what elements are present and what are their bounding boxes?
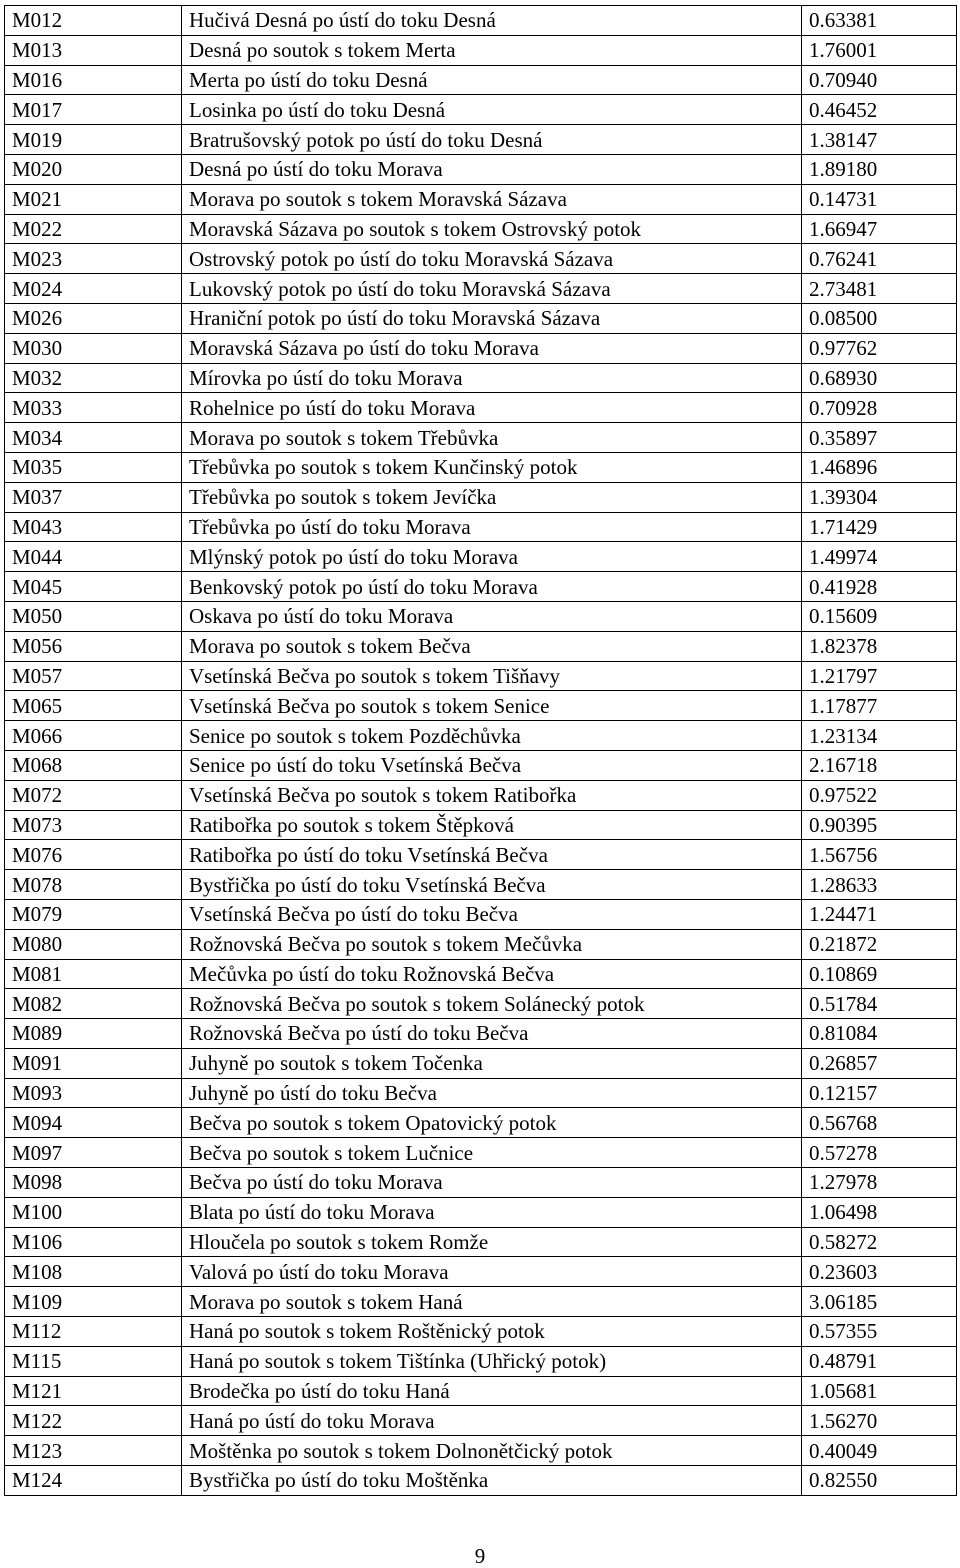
row-name-cell: Bystřička po ústí do toku Moštěnka <box>182 1466 802 1496</box>
row-name-cell: Ratibořka po soutok s tokem Štěpková <box>182 810 802 840</box>
row-code-cell: M043 <box>5 512 182 542</box>
row-value-cell: 0.90395 <box>802 810 957 840</box>
row-value-cell: 0.51784 <box>802 989 957 1019</box>
table-row <box>5 482 957 512</box>
row-name-cell: Hloučela po soutok s tokem Romže <box>182 1227 802 1257</box>
table-row <box>5 959 957 989</box>
table-row <box>5 65 957 95</box>
row-code-cell: M013 <box>5 35 182 65</box>
row-name-cell: Moravská Sázava po soutok s tokem Ostrovský potok <box>182 214 802 244</box>
row-code-cell: M106 <box>5 1227 182 1257</box>
row-value-cell: 1.46896 <box>802 452 957 482</box>
row-value-cell: 1.27978 <box>802 1168 957 1198</box>
row-code-cell: M112 <box>5 1317 182 1347</box>
row-code-cell: M021 <box>5 184 182 214</box>
table-row <box>5 333 957 363</box>
row-code-cell: M057 <box>5 661 182 691</box>
row-value-cell: 1.56756 <box>802 840 957 870</box>
row-value-cell: 2.73481 <box>802 274 957 304</box>
table-row <box>5 691 957 721</box>
table-row <box>5 1138 957 1168</box>
table-row <box>5 154 957 184</box>
table-row <box>5 572 957 602</box>
table-row <box>5 1078 957 1108</box>
table-row <box>5 721 957 751</box>
row-name-cell: Hučivá Desná po ústí do toku Desná <box>182 6 802 36</box>
table-row <box>5 1436 957 1466</box>
row-value-cell: 0.21872 <box>802 929 957 959</box>
row-name-cell: Morava po soutok s tokem Bečva <box>182 631 802 661</box>
row-code-cell: M016 <box>5 65 182 95</box>
row-value-cell: 1.89180 <box>802 154 957 184</box>
row-code-cell: M050 <box>5 601 182 631</box>
row-value-cell: 3.06185 <box>802 1287 957 1317</box>
row-code-cell: M033 <box>5 393 182 423</box>
row-name-cell: Desná po soutok s tokem Merta <box>182 35 802 65</box>
table-row <box>5 35 957 65</box>
row-name-cell: Ostrovský potok po ústí do toku Moravská Sázava <box>182 244 802 274</box>
row-value-cell: 1.71429 <box>802 512 957 542</box>
row-value-cell: 0.23603 <box>802 1257 957 1287</box>
table-row <box>5 512 957 542</box>
row-value-cell: 0.26857 <box>802 1048 957 1078</box>
row-value-cell: 1.06498 <box>802 1197 957 1227</box>
row-code-cell: M079 <box>5 899 182 929</box>
table-row <box>5 184 957 214</box>
row-code-cell: M037 <box>5 482 182 512</box>
row-name-cell: Desná po ústí do toku Morava <box>182 154 802 184</box>
row-value-cell: 0.15609 <box>802 601 957 631</box>
page-number: 9 <box>474 1544 486 1568</box>
row-value-cell: 1.05681 <box>802 1376 957 1406</box>
row-name-cell: Senice po soutok s tokem Pozděchůvka <box>182 721 802 751</box>
table-row <box>5 1466 957 1496</box>
table-row <box>5 1227 957 1257</box>
table-row <box>5 1257 957 1287</box>
row-name-cell: Morava po soutok s tokem Haná <box>182 1287 802 1317</box>
table-row <box>5 1376 957 1406</box>
table-row <box>5 780 957 810</box>
table-row <box>5 810 957 840</box>
table-row <box>5 6 957 36</box>
row-code-cell: M044 <box>5 542 182 572</box>
row-code-cell: M012 <box>5 6 182 36</box>
row-value-cell: 0.41928 <box>802 572 957 602</box>
row-value-cell: 1.21797 <box>802 661 957 691</box>
row-value-cell: 0.35897 <box>802 423 957 453</box>
row-name-cell: Moštěnka po soutok s tokem Dolnonětčický potok <box>182 1436 802 1466</box>
row-name-cell: Rohelnice po ústí do toku Morava <box>182 393 802 423</box>
row-value-cell: 2.16718 <box>802 750 957 780</box>
row-name-cell: Blata po ústí do toku Morava <box>182 1197 802 1227</box>
row-code-cell: M109 <box>5 1287 182 1317</box>
row-code-cell: M019 <box>5 125 182 155</box>
row-code-cell: M115 <box>5 1346 182 1376</box>
row-code-cell: M122 <box>5 1406 182 1436</box>
row-code-cell: M026 <box>5 303 182 333</box>
table-row <box>5 899 957 929</box>
table-row <box>5 1406 957 1436</box>
row-name-cell: Juhyně po ústí do toku Bečva <box>182 1078 802 1108</box>
row-name-cell: Senice po ústí do toku Vsetínská Bečva <box>182 750 802 780</box>
row-value-cell: 0.70940 <box>802 65 957 95</box>
row-code-cell: M089 <box>5 1019 182 1049</box>
row-value-cell: 0.97762 <box>802 333 957 363</box>
row-code-cell: M023 <box>5 244 182 274</box>
row-code-cell: M108 <box>5 1257 182 1287</box>
row-value-cell: 0.12157 <box>802 1078 957 1108</box>
row-name-cell: Rožnovská Bečva po soutok s tokem Solánecký potok <box>182 989 802 1019</box>
table-row <box>5 1168 957 1198</box>
row-name-cell: Brodečka po ústí do toku Haná <box>182 1376 802 1406</box>
table-row <box>5 363 957 393</box>
row-name-cell: Mírovka po ústí do toku Morava <box>182 363 802 393</box>
row-name-cell: Ratibořka po ústí do toku Vsetínská Bečva <box>182 840 802 870</box>
row-code-cell: M098 <box>5 1168 182 1198</box>
table-body <box>5 6 957 1496</box>
table-row <box>5 542 957 572</box>
row-code-cell: M100 <box>5 1197 182 1227</box>
table-row <box>5 1287 957 1317</box>
row-code-cell: M024 <box>5 274 182 304</box>
table-row <box>5 1019 957 1049</box>
table-row <box>5 661 957 691</box>
row-value-cell: 1.66947 <box>802 214 957 244</box>
row-name-cell: Lukovský potok po ústí do toku Moravská Sázava <box>182 274 802 304</box>
row-code-cell: M020 <box>5 154 182 184</box>
row-value-cell: 0.57355 <box>802 1317 957 1347</box>
row-code-cell: M123 <box>5 1436 182 1466</box>
row-name-cell: Morava po soutok s tokem Třebůvka <box>182 423 802 453</box>
row-value-cell: 0.14731 <box>802 184 957 214</box>
row-name-cell: Benkovský potok po ústí do toku Morava <box>182 572 802 602</box>
row-name-cell: Bečva po ústí do toku Morava <box>182 1168 802 1198</box>
row-name-cell: Bečva po soutok s tokem Opatovický potok <box>182 1108 802 1138</box>
row-code-cell: M065 <box>5 691 182 721</box>
row-name-cell: Vsetínská Bečva po soutok s tokem Tišňavy <box>182 661 802 691</box>
row-name-cell: Juhyně po soutok s tokem Točenka <box>182 1048 802 1078</box>
data-table <box>4 5 957 1496</box>
row-code-cell: M066 <box>5 721 182 751</box>
table-row <box>5 929 957 959</box>
table-row <box>5 423 957 453</box>
row-code-cell: M017 <box>5 95 182 125</box>
row-value-cell: 1.39304 <box>802 482 957 512</box>
row-code-cell: M097 <box>5 1138 182 1168</box>
row-value-cell: 1.24471 <box>802 899 957 929</box>
row-code-cell: M091 <box>5 1048 182 1078</box>
row-code-cell: M082 <box>5 989 182 1019</box>
table-row <box>5 1197 957 1227</box>
row-value-cell: 0.46452 <box>802 95 957 125</box>
row-value-cell: 0.08500 <box>802 303 957 333</box>
row-name-cell: Merta po ústí do toku Desná <box>182 65 802 95</box>
row-name-cell: Haná po ústí do toku Morava <box>182 1406 802 1436</box>
row-value-cell: 0.57278 <box>802 1138 957 1168</box>
row-value-cell: 1.23134 <box>802 721 957 751</box>
row-code-cell: M094 <box>5 1108 182 1138</box>
row-name-cell: Třebůvka po soutok s tokem Kunčinský potok <box>182 452 802 482</box>
row-code-cell: M035 <box>5 452 182 482</box>
table-row <box>5 870 957 900</box>
row-code-cell: M022 <box>5 214 182 244</box>
row-code-cell: M081 <box>5 959 182 989</box>
table-row <box>5 1346 957 1376</box>
row-value-cell: 0.97522 <box>802 780 957 810</box>
row-code-cell: M121 <box>5 1376 182 1406</box>
table-row <box>5 989 957 1019</box>
row-code-cell: M034 <box>5 423 182 453</box>
row-value-cell: 1.49974 <box>802 542 957 572</box>
row-code-cell: M068 <box>5 750 182 780</box>
row-name-cell: Bečva po soutok s tokem Lučnice <box>182 1138 802 1168</box>
row-name-cell: Bratrušovský potok po ústí do toku Desná <box>182 125 802 155</box>
row-code-cell: M032 <box>5 363 182 393</box>
table-row <box>5 452 957 482</box>
table-row <box>5 750 957 780</box>
row-value-cell: 1.82378 <box>802 631 957 661</box>
row-name-cell: Vsetínská Bečva po ústí do toku Bečva <box>182 899 802 929</box>
row-code-cell: M080 <box>5 929 182 959</box>
table-row <box>5 303 957 333</box>
table-row <box>5 1317 957 1347</box>
row-name-cell: Třebůvka po ústí do toku Morava <box>182 512 802 542</box>
row-code-cell: M072 <box>5 780 182 810</box>
table-row <box>5 244 957 274</box>
row-value-cell: 0.82550 <box>802 1466 957 1496</box>
row-name-cell: Mečůvka po ústí do toku Rožnovská Bečva <box>182 959 802 989</box>
row-name-cell: Rožnovská Bečva po ústí do toku Bečva <box>182 1019 802 1049</box>
row-value-cell: 0.58272 <box>802 1227 957 1257</box>
table-row <box>5 840 957 870</box>
row-value-cell: 1.56270 <box>802 1406 957 1436</box>
row-name-cell: Valová po ústí do toku Morava <box>182 1257 802 1287</box>
row-value-cell: 0.40049 <box>802 1436 957 1466</box>
row-code-cell: M076 <box>5 840 182 870</box>
row-value-cell: 0.70928 <box>802 393 957 423</box>
table-row <box>5 393 957 423</box>
row-value-cell: 0.68930 <box>802 363 957 393</box>
row-code-cell: M030 <box>5 333 182 363</box>
row-code-cell: M073 <box>5 810 182 840</box>
row-name-cell: Oskava po ústí do toku Morava <box>182 601 802 631</box>
row-name-cell: Mlýnský potok po ústí do toku Morava <box>182 542 802 572</box>
table-row <box>5 631 957 661</box>
row-value-cell: 1.17877 <box>802 691 957 721</box>
row-name-cell: Losinka po ústí do toku Desná <box>182 95 802 125</box>
row-value-cell: 0.76241 <box>802 244 957 274</box>
row-name-cell: Hraniční potok po ústí do toku Moravská Sázava <box>182 303 802 333</box>
table-row <box>5 214 957 244</box>
row-name-cell: Bystřička po ústí do toku Vsetínská Bečva <box>182 870 802 900</box>
row-name-cell: Haná po soutok s tokem Tištínka (Uhřický potok) <box>182 1346 802 1376</box>
row-name-cell: Vsetínská Bečva po soutok s tokem Ratibořka <box>182 780 802 810</box>
row-name-cell: Třebůvka po soutok s tokem Jevíčka <box>182 482 802 512</box>
table-row <box>5 125 957 155</box>
table-row <box>5 601 957 631</box>
table-row <box>5 1108 957 1138</box>
row-value-cell: 0.48791 <box>802 1346 957 1376</box>
row-name-cell: Rožnovská Bečva po soutok s tokem Mečůvka <box>182 929 802 959</box>
row-code-cell: M093 <box>5 1078 182 1108</box>
row-name-cell: Morava po soutok s tokem Moravská Sázava <box>182 184 802 214</box>
row-value-cell: 0.81084 <box>802 1019 957 1049</box>
table-row <box>5 95 957 125</box>
row-name-cell: Vsetínská Bečva po soutok s tokem Senice <box>182 691 802 721</box>
row-value-cell: 1.38147 <box>802 125 957 155</box>
row-value-cell: 1.76001 <box>802 35 957 65</box>
row-code-cell: M078 <box>5 870 182 900</box>
row-code-cell: M045 <box>5 572 182 602</box>
row-name-cell: Moravská Sázava po ústí do toku Morava <box>182 333 802 363</box>
row-value-cell: 0.10869 <box>802 959 957 989</box>
table-row <box>5 1048 957 1078</box>
row-code-cell: M124 <box>5 1466 182 1496</box>
table-row <box>5 274 957 304</box>
row-value-cell: 0.56768 <box>802 1108 957 1138</box>
row-value-cell: 1.28633 <box>802 870 957 900</box>
row-value-cell: 0.63381 <box>802 6 957 36</box>
row-code-cell: M056 <box>5 631 182 661</box>
row-name-cell: Haná po soutok s tokem Roštěnický potok <box>182 1317 802 1347</box>
